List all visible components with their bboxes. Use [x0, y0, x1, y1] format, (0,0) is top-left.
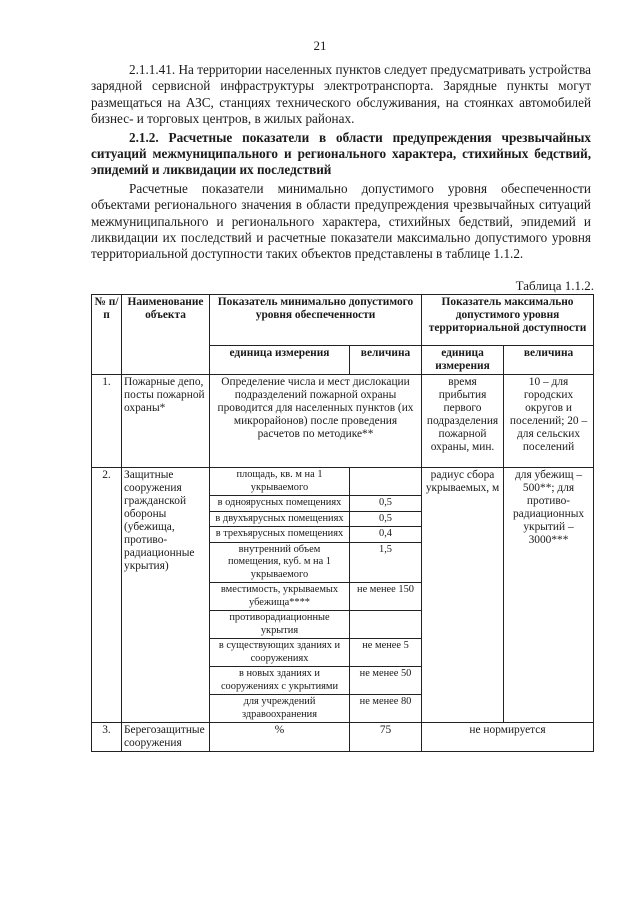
sub-value: [350, 468, 422, 496]
sub-unit: площадь, кв. м на 1 укрываемого: [210, 468, 350, 496]
sub-value: 0,5: [350, 511, 422, 527]
section-heading-2-1-2: 2.1.2. Расчетные показатели в области предупреждения чрезвычайных ситуаций межмуниципального и регионального характера, стихийных бедствий, эпидемий и ликвидации их последствий: [91, 129, 591, 178]
sub-unit: в двухъярусных помещениях: [210, 511, 350, 527]
header-num: № п/п: [92, 295, 122, 375]
table-caption: Таблица 1.1.2.: [515, 278, 594, 293]
indicators-table: [91, 294, 594, 752]
row-max-value: 10 – для городских округов и поселений; 20 – для сельских поселений: [504, 375, 594, 468]
header-unit: единица измерения: [210, 346, 350, 375]
row-min-text: Определение числа и мест дислокации подразделений пожарной охраны проводится для населенных пунктов (их микрорайонов) после проведения расчетов по методике**: [210, 375, 422, 468]
table-row: [92, 375, 594, 468]
row-max-unit: время прибытия первого подразделения пожарной охраны, мин.: [422, 375, 504, 468]
header-value-2: величина: [504, 346, 594, 375]
body-text: [91, 62, 591, 265]
sub-value: не менее 5: [350, 639, 422, 667]
header-value: величина: [350, 346, 422, 375]
row-name: Берегозащитные сооружения: [122, 723, 210, 752]
table-row: [92, 723, 594, 752]
row-value: 75: [350, 723, 422, 752]
sub-unit: противорадиационные укрытия: [210, 611, 350, 639]
sub-unit: вместимость, укрываемых убежища****: [210, 583, 350, 611]
sub-value: 0,4: [350, 527, 422, 543]
sub-value: не менее 80: [350, 695, 422, 723]
row-unit: %: [210, 723, 350, 752]
sub-value: [350, 611, 422, 639]
page-number: 21: [313, 38, 327, 53]
row-name: Пожарные депо, посты пожарной охраны*: [122, 375, 210, 468]
sub-unit: в существующих зданиях и сооружениях: [210, 639, 350, 667]
sub-unit: внутренний объем помещения, куб. м на 1 укрываемого: [210, 542, 350, 583]
sub-unit: для учреждений здравоохранения: [210, 695, 350, 723]
sub-unit: в одноярусных помещениях: [210, 496, 350, 512]
paragraph-2-1-1-41: 2.1.1.41. На территории населенных пунктов следует предусматривать устройства зарядной сервисной инфраструктуры электротранспорта. Зарядные пункты могут размещаться на АЗС, станциях технического обслуживания, на стоянках автомобилей бизнес- и торговых центров, в жилых районах.: [91, 62, 591, 127]
row-max-not-normed: не нормируется: [422, 723, 594, 752]
sub-value: 1,5: [350, 542, 422, 583]
header-min-group: Показатель минимально допустимого уровня обеспеченности: [210, 295, 422, 346]
header-name: Наименование объекта: [122, 295, 210, 375]
sub-unit: в новых зданиях и сооружениях с укрытиями: [210, 667, 350, 695]
table-row: [92, 468, 594, 496]
row-max-value: для убежищ – 500**; для противо-радиационных укрытий – 3000***: [504, 468, 594, 723]
row-num: 1.: [92, 375, 122, 468]
row-num: 2.: [92, 468, 122, 723]
sub-value: не менее 50: [350, 667, 422, 695]
paragraph-intro-table: Расчетные показатели минимально допустимого уровня обеспеченности объектами регионального значения в области предупреждения чрезвычайных ситуаций межмуниципального и регионального характера, стихийных бедствий, эпидемий и ликвидации их последствий и расчетные показатели максимально допустимого уровня территориальной доступности таких объектов представлены в таблице 1.1.2.: [91, 180, 591, 262]
row-name: Защитные сооружения гражданской обороны (убежища, противо-радиационные укрытия): [122, 468, 210, 723]
sub-value: 0,5: [350, 496, 422, 512]
sub-unit: в трехъярусных помещениях: [210, 527, 350, 543]
header-unit-2: единица измерения: [422, 346, 504, 375]
row-max-unit: радиус сбора укрываемых, м: [422, 468, 504, 723]
sub-value: не менее 150: [350, 583, 422, 611]
header-max-group: Показатель максимально допустимого уровня территориальной доступности: [422, 295, 594, 346]
row-num: 3.: [92, 723, 122, 752]
